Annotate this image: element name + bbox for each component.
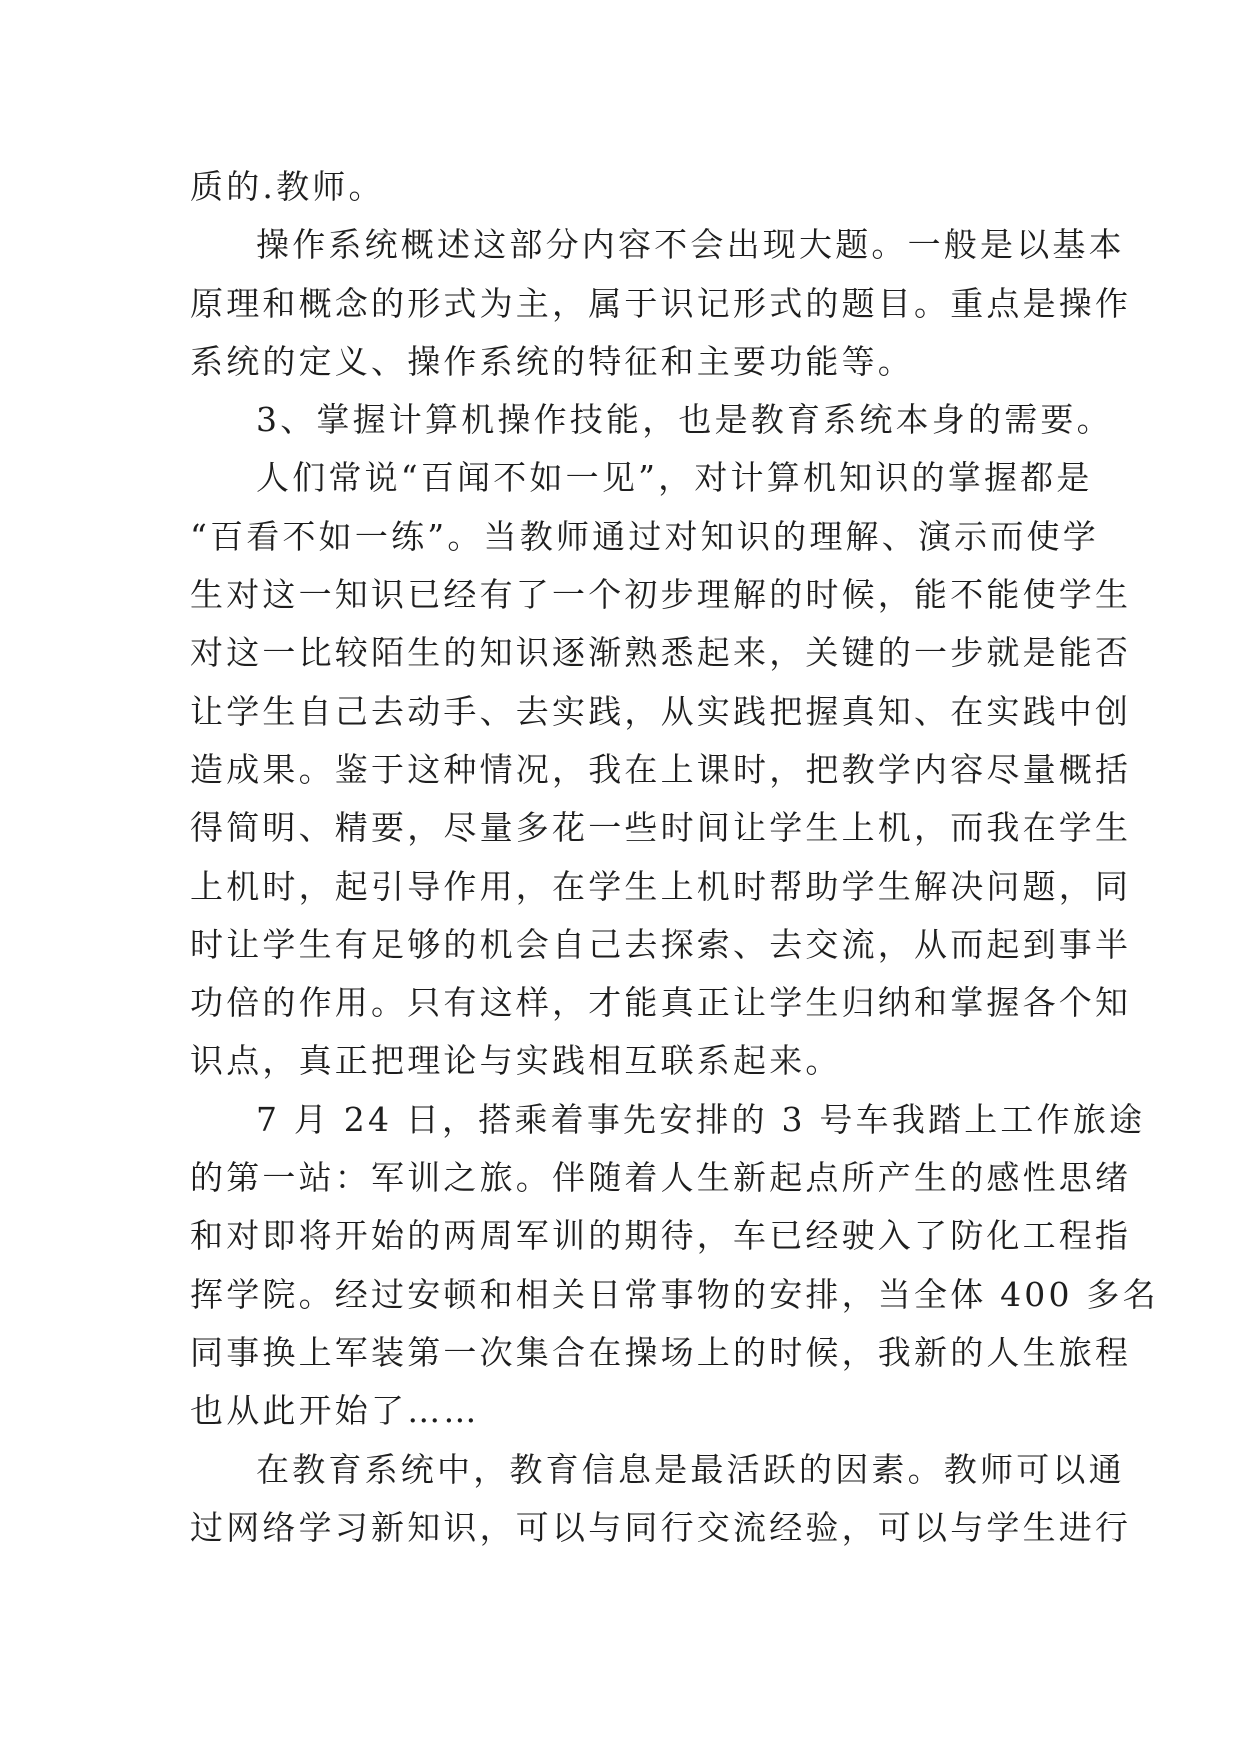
text-line: 过网络学习新知识，可以与同行交流经验，可以与学生进行 bbox=[190, 1507, 1132, 1547]
text-line: 生对这一知识已经有了一个初步理解的时候，能不能使学生 bbox=[190, 575, 1132, 615]
text-line: 操作系统概述这部分内容不会出现大题。一般是以基本 bbox=[256, 225, 1125, 265]
text-line: 上机时，起引导作用，在学生上机时帮助学生解决问题，同 bbox=[190, 866, 1132, 906]
text-line: 也从此开始了…… bbox=[190, 1391, 480, 1431]
text-line: 造成果。鉴于这种情况，我在上课时，把教学内容尽量概括 bbox=[190, 749, 1132, 789]
text-line: 7 月 24 日，搭乘着事先安排的 3 号车我踏上工作旅途 bbox=[256, 1099, 1146, 1139]
text-line: 同事换上军装第一次集合在操场上的时候，我新的人生旅程 bbox=[190, 1332, 1132, 1372]
text-line: 质的.教师。 bbox=[190, 167, 385, 206]
text-line: 的第一站：军训之旅。伴随着人生新起点所产生的感性思绪 bbox=[190, 1158, 1132, 1198]
text-line: 人们常说“百闻不如一见”，对计算机知识的掌握都是 bbox=[256, 458, 1093, 498]
text-line: 让学生自己去动手、去实践，从实践把握真知、在实践中创 bbox=[190, 691, 1132, 731]
text-line: 功倍的作用。只有这样，才能真正让学生归纳和掌握各个知 bbox=[190, 983, 1132, 1023]
text-line: 3、掌握计算机操作技能，也是教育系统本身的需要。 bbox=[256, 400, 1113, 440]
text-line: 挥学院。经过安顿和相关日常事物的安排，当全体 400 多名 bbox=[190, 1274, 1159, 1314]
text-line: 得简明、精要，尽量多花一些时间让学生上机，而我在学生 bbox=[190, 808, 1132, 848]
text-line: 和对即将开始的两周军训的期待，车已经驶入了防化工程指 bbox=[190, 1216, 1132, 1256]
text-line: 识点，真正把理论与实践相互联系起来。 bbox=[190, 1041, 842, 1081]
document-body bbox=[190, 158, 1159, 1557]
text-line: 在教育系统中，教育信息是最活跃的因素。教师可以通 bbox=[256, 1449, 1125, 1489]
text-line: “百看不如一练”。当教师通过对知识的理解、演示而使学 bbox=[190, 516, 1099, 556]
text-line: 原理和概念的形式为主，属于识记形式的题目。重点是操作 bbox=[190, 283, 1132, 323]
text-line: 对这一比较陌生的知识逐渐熟悉起来，关键的一步就是能否 bbox=[190, 633, 1132, 673]
text-line: 系统的定义、操作系统的特征和主要功能等。 bbox=[190, 341, 914, 381]
text-line: 时让学生有足够的机会自己去探索、去交流，从而起到事半 bbox=[190, 924, 1132, 964]
